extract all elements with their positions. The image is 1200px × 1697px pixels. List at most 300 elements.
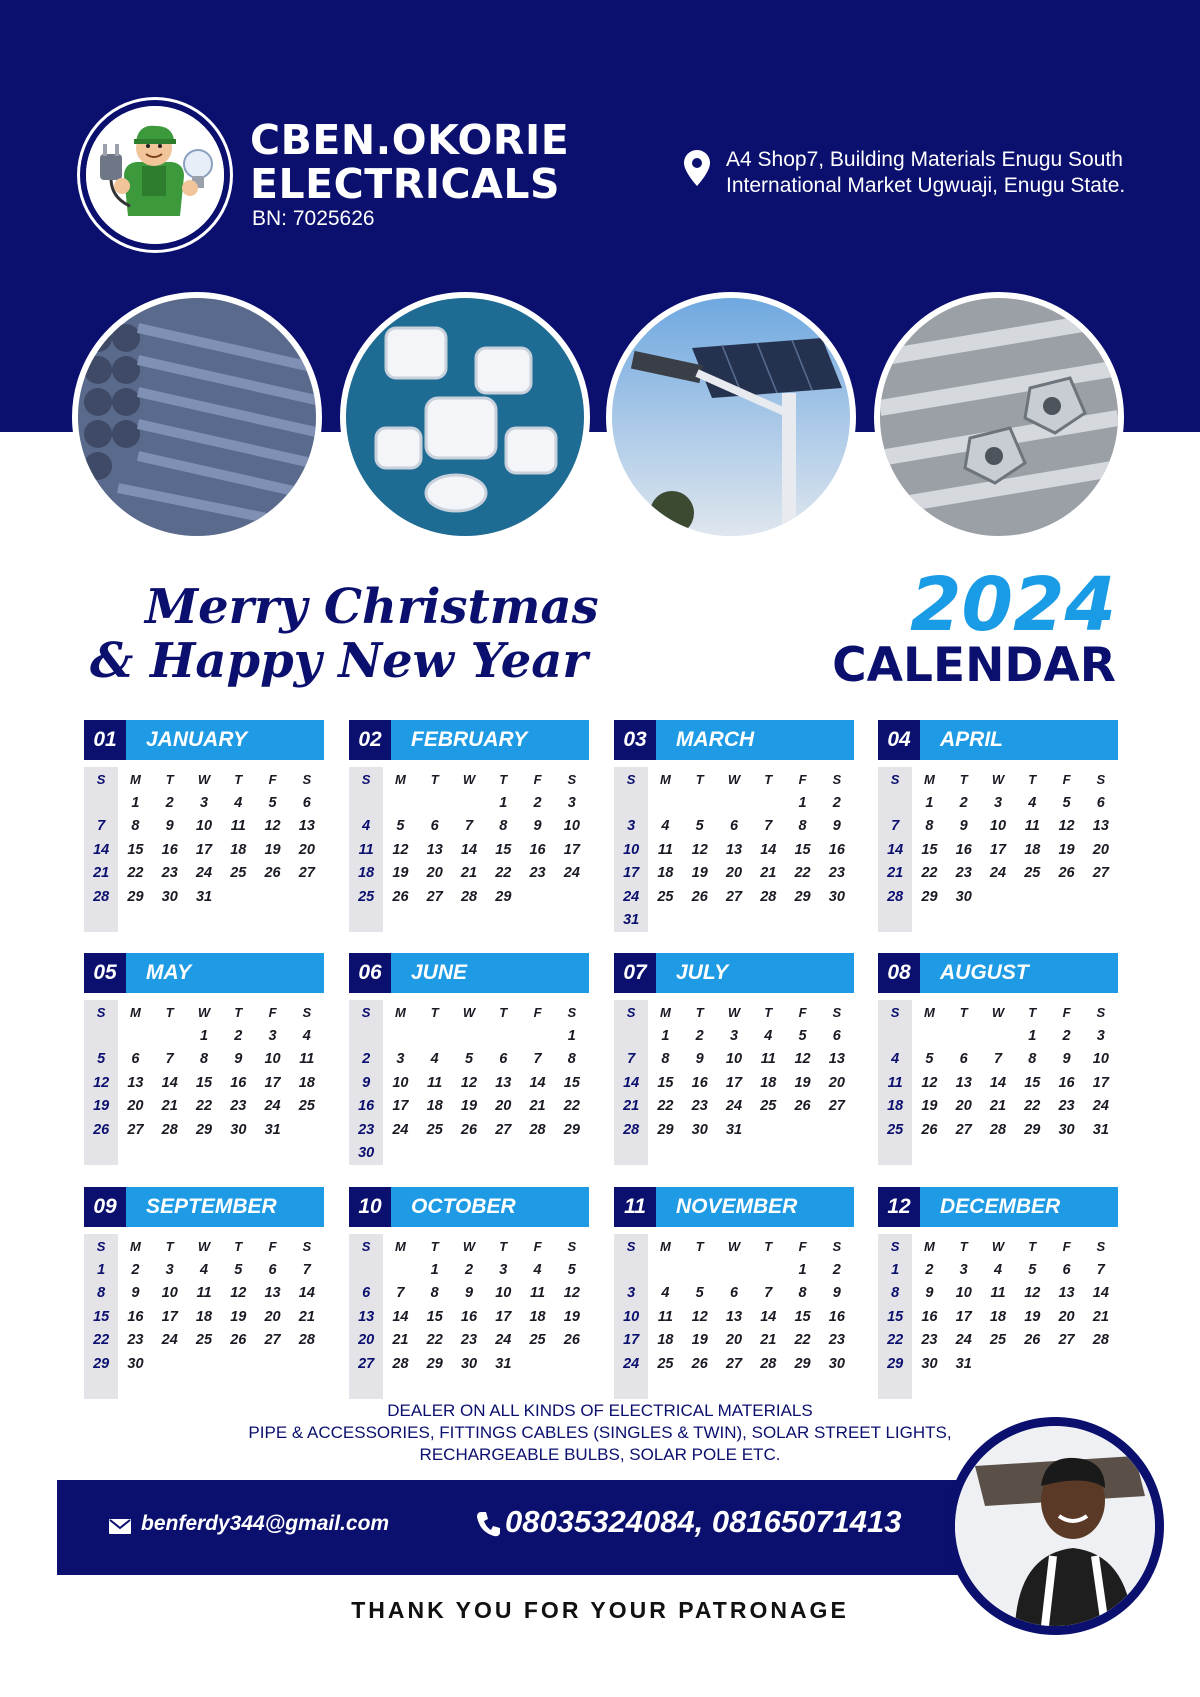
day-cell: 29	[495, 888, 512, 905]
weekday-label: S	[626, 1239, 636, 1254]
day-cell: 9	[1062, 1051, 1071, 1067]
week-row	[878, 1329, 1118, 1353]
weekday-label: F	[268, 1239, 277, 1254]
day-cell: 23	[1058, 1098, 1075, 1114]
week-row	[614, 909, 854, 933]
day-grid	[349, 1235, 589, 1376]
day-cell: 18	[426, 1098, 443, 1114]
weekday-label: T	[959, 1005, 968, 1020]
company-logo	[80, 100, 230, 250]
day-cell: 28	[298, 1332, 315, 1348]
day-cell: 22	[426, 1332, 443, 1348]
day-cell: 29	[426, 1355, 443, 1372]
month-number: 06	[349, 953, 391, 993]
day-cell: 1	[499, 794, 508, 811]
day-cell: 26	[691, 888, 708, 905]
weekday-header-row	[878, 768, 1118, 792]
day-cell: 16	[691, 1074, 708, 1091]
week-row	[349, 792, 589, 816]
empty-day-cell	[614, 1259, 648, 1283]
day-cell: 27	[127, 1121, 144, 1138]
day-cell: 10	[563, 818, 580, 834]
weekday-label: F	[268, 1005, 277, 1020]
day-cell: 31	[955, 1355, 972, 1372]
day-cell: 14	[760, 841, 777, 858]
empty-day-cell	[751, 1259, 785, 1283]
empty-day-cell	[717, 1259, 751, 1283]
weekday-label: S	[567, 1005, 577, 1020]
day-cell: 16	[358, 1098, 375, 1114]
month-header	[349, 1187, 589, 1227]
day-cell: 7	[97, 818, 106, 834]
day-cell: 9	[695, 1051, 704, 1067]
month-february	[349, 720, 589, 935]
day-cell: 20	[127, 1098, 144, 1114]
week-row	[878, 839, 1118, 863]
month-number: 12	[878, 1187, 920, 1227]
day-cell: 24	[392, 1121, 409, 1138]
day-cell: 3	[199, 794, 209, 811]
empty-day-cell	[349, 792, 383, 816]
day-cell: 27	[495, 1121, 512, 1138]
month-name: FEBRUARY	[391, 720, 589, 760]
empty-day-cell	[947, 1025, 981, 1049]
month-june	[349, 953, 589, 1168]
day-cell: 12	[460, 1074, 478, 1091]
day-cell: 27	[1092, 865, 1109, 881]
day-cell: 16	[161, 841, 178, 858]
day-cell: 10	[623, 1308, 640, 1325]
day-cell: 26	[392, 888, 409, 905]
month-header	[84, 720, 324, 760]
weekday-label: T	[234, 772, 243, 787]
day-cell: 20	[955, 1098, 972, 1114]
empty-day-cell	[981, 1025, 1015, 1049]
day-cell: 29	[921, 888, 938, 905]
day-cell: 22	[1024, 1098, 1041, 1114]
weekday-label: F	[798, 1239, 807, 1254]
day-cell: 5	[1028, 1261, 1037, 1278]
day-cell: 30	[955, 888, 972, 905]
weekday-label: F	[533, 1239, 542, 1254]
day-cell: 17	[989, 841, 1007, 858]
day-cell: 19	[460, 1098, 478, 1114]
day-cell: 17	[955, 1308, 972, 1325]
day-cell: 6	[268, 1261, 277, 1278]
day-cell: 25	[529, 1332, 546, 1348]
weekday-label: W	[991, 1005, 1005, 1020]
day-cell: 5	[695, 1285, 704, 1301]
day-cell: 18	[358, 865, 375, 881]
day-cell: 3	[993, 794, 1003, 811]
day-cell: 18	[887, 1098, 904, 1114]
weekday-header-row	[349, 1235, 589, 1259]
day-cell: 5	[925, 1051, 934, 1067]
week-row	[878, 1119, 1118, 1143]
day-cell: 20	[426, 865, 443, 881]
month-header	[878, 720, 1118, 760]
day-cell: 2	[832, 794, 841, 811]
weekday-label: T	[959, 1239, 968, 1254]
address-line2: International Market Ugwuaji, Enugu State.	[726, 174, 1126, 197]
day-cell: 6	[302, 794, 311, 811]
day-cell: 9	[362, 1074, 371, 1091]
week-row	[84, 1072, 324, 1096]
week-row	[878, 1282, 1118, 1306]
day-cell: 2	[695, 1027, 704, 1044]
day-cell: 10	[989, 818, 1007, 834]
month-header	[349, 720, 589, 760]
day-cell: 27	[298, 865, 315, 881]
day-cell: 16	[955, 841, 972, 858]
weekday-label: T	[234, 1239, 243, 1254]
month-header	[614, 720, 854, 760]
day-cell: 29	[887, 1355, 904, 1372]
day-cell: 9	[959, 818, 968, 834]
weekday-label: T	[165, 1239, 174, 1254]
day-cell: 18	[195, 1308, 213, 1325]
day-cell: 16	[230, 1074, 247, 1091]
day-cell: 31	[264, 1121, 281, 1138]
day-cell: 6	[959, 1051, 968, 1067]
weekday-header-row	[84, 1001, 324, 1025]
week-row	[349, 1306, 589, 1330]
week-row	[84, 1329, 324, 1353]
month-name: SEPTEMBER	[126, 1187, 324, 1227]
day-grid	[84, 1001, 324, 1142]
week-row	[878, 1306, 1118, 1330]
day-cell: 15	[93, 1308, 110, 1325]
week-row	[878, 1025, 1118, 1049]
day-cell: 16	[1058, 1074, 1075, 1091]
day-cell: 2	[464, 1261, 474, 1278]
weekday-header-row	[349, 1001, 589, 1025]
month-name: DECEMBER	[920, 1187, 1118, 1227]
day-cell: 31	[725, 1121, 743, 1138]
phone-icon	[475, 1510, 501, 1543]
day-cell: 28	[760, 888, 777, 905]
day-cell: 19	[691, 1332, 708, 1348]
weekday-label: T	[695, 1239, 704, 1254]
day-cell: 7	[764, 1285, 773, 1301]
day-cell: 1	[798, 1261, 807, 1278]
day-cell: 13	[358, 1308, 375, 1325]
weekday-label: T	[430, 1239, 439, 1254]
day-cell: 19	[392, 865, 409, 881]
day-cell: 15	[195, 1074, 213, 1091]
day-cell: 14	[298, 1285, 315, 1301]
day-cell: 18	[1024, 841, 1041, 858]
day-cell: 17	[725, 1074, 743, 1091]
day-cell: 25	[298, 1098, 315, 1114]
day-cell: 22	[794, 1332, 811, 1348]
day-grid	[878, 1001, 1118, 1142]
day-cell: 7	[302, 1261, 311, 1278]
email-address: benferdy344@gmail.com	[141, 1512, 390, 1535]
weekday-label: T	[1028, 1239, 1037, 1254]
company-name-line1: CBEN.OKORIE	[250, 116, 570, 164]
empty-day-cell	[683, 1259, 717, 1283]
weekday-label: T	[165, 772, 174, 787]
day-cell: 14	[887, 841, 904, 858]
day-cell: 21	[93, 865, 110, 881]
week-row	[878, 886, 1118, 910]
day-cell: 4	[891, 1051, 900, 1067]
day-cell: 26	[691, 1355, 708, 1372]
day-cell: 19	[1024, 1308, 1041, 1325]
day-grid	[614, 1001, 854, 1142]
address-line1: A4 Shop7, Building Materials Enugu South	[726, 148, 1123, 171]
empty-day-cell	[349, 1025, 383, 1049]
day-cell: 14	[93, 841, 110, 858]
week-row	[614, 1259, 854, 1283]
day-cell: 26	[1024, 1332, 1041, 1348]
day-cell: 11	[299, 1051, 315, 1067]
empty-day-cell	[452, 1025, 486, 1049]
day-cell: 24	[1092, 1098, 1109, 1114]
weekday-label: T	[499, 772, 508, 787]
week-row	[84, 1353, 324, 1377]
day-grid	[84, 1235, 324, 1376]
day-cell: 2	[1062, 1027, 1071, 1044]
day-cell: 14	[623, 1074, 640, 1091]
weekday-label: T	[499, 1005, 508, 1020]
day-cell: 15	[887, 1308, 904, 1325]
weekday-header-row	[614, 1235, 854, 1259]
week-row	[349, 886, 589, 910]
day-cell: 16	[828, 1308, 845, 1325]
day-cell: 13	[1058, 1285, 1075, 1301]
month-name: MAY	[126, 953, 324, 993]
day-cell: 28	[460, 888, 478, 905]
day-cell: 28	[529, 1121, 546, 1138]
month-name: AUGUST	[920, 953, 1118, 993]
month-may	[84, 953, 324, 1168]
weekday-label: T	[430, 772, 439, 787]
day-cell: 16	[127, 1308, 144, 1325]
day-cell: 18	[529, 1308, 546, 1325]
weekday-label: W	[462, 1005, 476, 1020]
day-cell: 27	[955, 1121, 972, 1138]
day-cell: 15	[921, 841, 938, 858]
weekday-label: F	[1062, 772, 1071, 787]
week-row	[614, 886, 854, 910]
month-name: JULY	[656, 953, 854, 993]
week-row	[84, 862, 324, 886]
week-row	[614, 1072, 854, 1096]
day-cell: 13	[725, 1308, 743, 1325]
day-cell: 19	[563, 1308, 580, 1325]
empty-day-cell	[912, 1025, 946, 1049]
day-cell: 19	[264, 841, 281, 858]
day-cell: 5	[234, 1261, 243, 1278]
weekday-header-row	[614, 1001, 854, 1025]
day-cell: 19	[794, 1074, 811, 1091]
day-cell: 21	[529, 1098, 546, 1114]
weekday-header-row	[84, 768, 324, 792]
day-cell: 24	[161, 1332, 178, 1348]
week-row	[878, 1353, 1118, 1377]
day-cell: 24	[623, 888, 640, 905]
day-cell: 8	[199, 1051, 209, 1067]
month-name: APRIL	[920, 720, 1118, 760]
week-row	[878, 1048, 1118, 1072]
day-cell: 8	[661, 1051, 670, 1067]
day-cell: 19	[921, 1098, 938, 1114]
week-row	[84, 792, 324, 816]
weekday-label: S	[96, 1005, 106, 1020]
day-cell: 11	[657, 1308, 673, 1325]
day-cell: 5	[1062, 794, 1071, 811]
day-cell: 9	[234, 1051, 243, 1067]
empty-day-cell	[84, 1025, 118, 1049]
day-cell: 23	[828, 865, 845, 881]
day-cell: 5	[97, 1051, 106, 1067]
day-cell: 8	[430, 1285, 439, 1301]
weekday-label: W	[462, 1239, 476, 1254]
day-cell: 2	[131, 1261, 140, 1278]
day-cell: 21	[161, 1098, 178, 1114]
day-cell: 1	[925, 794, 934, 811]
day-cell: 11	[657, 841, 673, 858]
weekday-label: T	[234, 1005, 243, 1020]
calendar-title: CALENDAR	[832, 638, 1116, 693]
day-cell: 7	[891, 818, 900, 834]
day-cell: 18	[230, 841, 247, 858]
day-cell: 19	[1058, 841, 1075, 858]
day-cell: 29	[1024, 1121, 1041, 1138]
phone-numbers: 08035324084, 08165071413	[505, 1504, 902, 1539]
weekday-label: S	[302, 1005, 312, 1020]
empty-day-cell	[452, 792, 486, 816]
dealer-line1: DEALER ON ALL KINDS OF ELECTRICAL MATERIALS	[387, 1401, 813, 1420]
greeting-line1: Merry Christmas	[145, 579, 599, 635]
week-row	[349, 862, 589, 886]
day-cell: 3	[627, 818, 636, 834]
day-cell: 14	[760, 1308, 777, 1325]
weekday-label: F	[533, 772, 542, 787]
day-cell: 10	[623, 841, 640, 858]
day-cell: 30	[1058, 1121, 1075, 1138]
weekday-label: T	[165, 1005, 174, 1020]
weekday-label: S	[361, 772, 371, 787]
day-cell: 23	[161, 865, 178, 881]
month-january	[84, 720, 324, 935]
day-cell: 20	[358, 1332, 375, 1348]
day-cell: 28	[1092, 1332, 1109, 1348]
day-cell: 15	[794, 1308, 811, 1325]
day-cell: 4	[362, 818, 371, 834]
day-cell: 21	[298, 1308, 315, 1325]
weekday-label: T	[695, 772, 704, 787]
day-cell: 26	[230, 1332, 247, 1348]
month-october	[349, 1187, 589, 1402]
day-cell: 6	[1062, 1261, 1071, 1278]
day-cell: 13	[127, 1074, 144, 1091]
day-cell: 5	[396, 818, 405, 834]
day-cell: 15	[794, 841, 811, 858]
day-cell: 27	[828, 1098, 845, 1114]
day-cell: 3	[627, 1285, 636, 1301]
day-cell: 16	[921, 1308, 938, 1325]
month-name: NOVEMBER	[656, 1187, 854, 1227]
weekday-label: T	[959, 772, 968, 787]
month-august	[878, 953, 1118, 1168]
weekday-label: S	[626, 772, 636, 787]
day-cell: 20	[725, 1332, 743, 1348]
day-cell: 10	[495, 1285, 512, 1301]
day-cell: 20	[264, 1308, 281, 1325]
weekday-label: F	[533, 1005, 542, 1020]
day-cell: 2	[165, 794, 174, 811]
day-cell: 13	[298, 818, 315, 834]
day-cell: 12	[563, 1285, 580, 1301]
day-grid	[878, 768, 1118, 909]
day-cell: 6	[499, 1051, 508, 1067]
day-cell: 7	[464, 818, 474, 834]
day-cell: 2	[362, 1051, 371, 1067]
day-cell: 30	[691, 1121, 708, 1138]
day-cell: 1	[891, 1261, 900, 1278]
week-row	[878, 862, 1118, 886]
day-cell: 21	[760, 1332, 777, 1348]
day-cell: 22	[127, 865, 144, 881]
empty-day-cell	[418, 1025, 452, 1049]
greeting	[90, 580, 599, 688]
day-cell: 28	[392, 1355, 409, 1372]
month-header	[349, 953, 589, 993]
day-cell: 13	[495, 1074, 512, 1091]
week-row	[349, 1353, 589, 1377]
weekday-label: S	[96, 1239, 106, 1254]
day-cell: 13	[264, 1285, 281, 1301]
day-grid	[614, 1235, 854, 1376]
weekday-label: M	[130, 772, 141, 787]
day-cell: 11	[358, 841, 374, 858]
day-cell: 5	[464, 1051, 474, 1067]
day-cell: 28	[989, 1121, 1007, 1138]
weekday-label: T	[499, 1239, 508, 1254]
envelope-icon	[109, 1519, 131, 1539]
day-cell: 30	[921, 1355, 938, 1372]
weekday-label: M	[130, 1005, 141, 1020]
weekday-header-row	[349, 768, 589, 792]
day-cell: 30	[161, 888, 178, 905]
month-number: 11	[614, 1187, 656, 1227]
day-cell: 17	[161, 1308, 178, 1325]
weekday-label: F	[268, 772, 277, 787]
day-cell: 15	[426, 1308, 443, 1325]
day-cell: 26	[460, 1121, 478, 1138]
day-cell: 26	[563, 1332, 580, 1348]
weekday-header-row	[84, 1235, 324, 1259]
week-row	[878, 792, 1118, 816]
month-april	[878, 720, 1118, 935]
day-cell: 13	[955, 1074, 972, 1091]
day-grid	[878, 1235, 1118, 1376]
day-cell: 11	[530, 1285, 546, 1301]
day-cell: 19	[691, 865, 708, 881]
empty-day-cell	[418, 792, 452, 816]
weekday-header-row	[614, 768, 854, 792]
day-cell: 23	[529, 865, 546, 881]
day-cell: 4	[764, 1027, 773, 1044]
day-cell: 1	[131, 794, 140, 811]
day-cell: 10	[955, 1285, 972, 1301]
day-cell: 25	[1024, 865, 1041, 881]
week-row	[878, 1095, 1118, 1119]
day-cell: 6	[729, 1285, 739, 1301]
